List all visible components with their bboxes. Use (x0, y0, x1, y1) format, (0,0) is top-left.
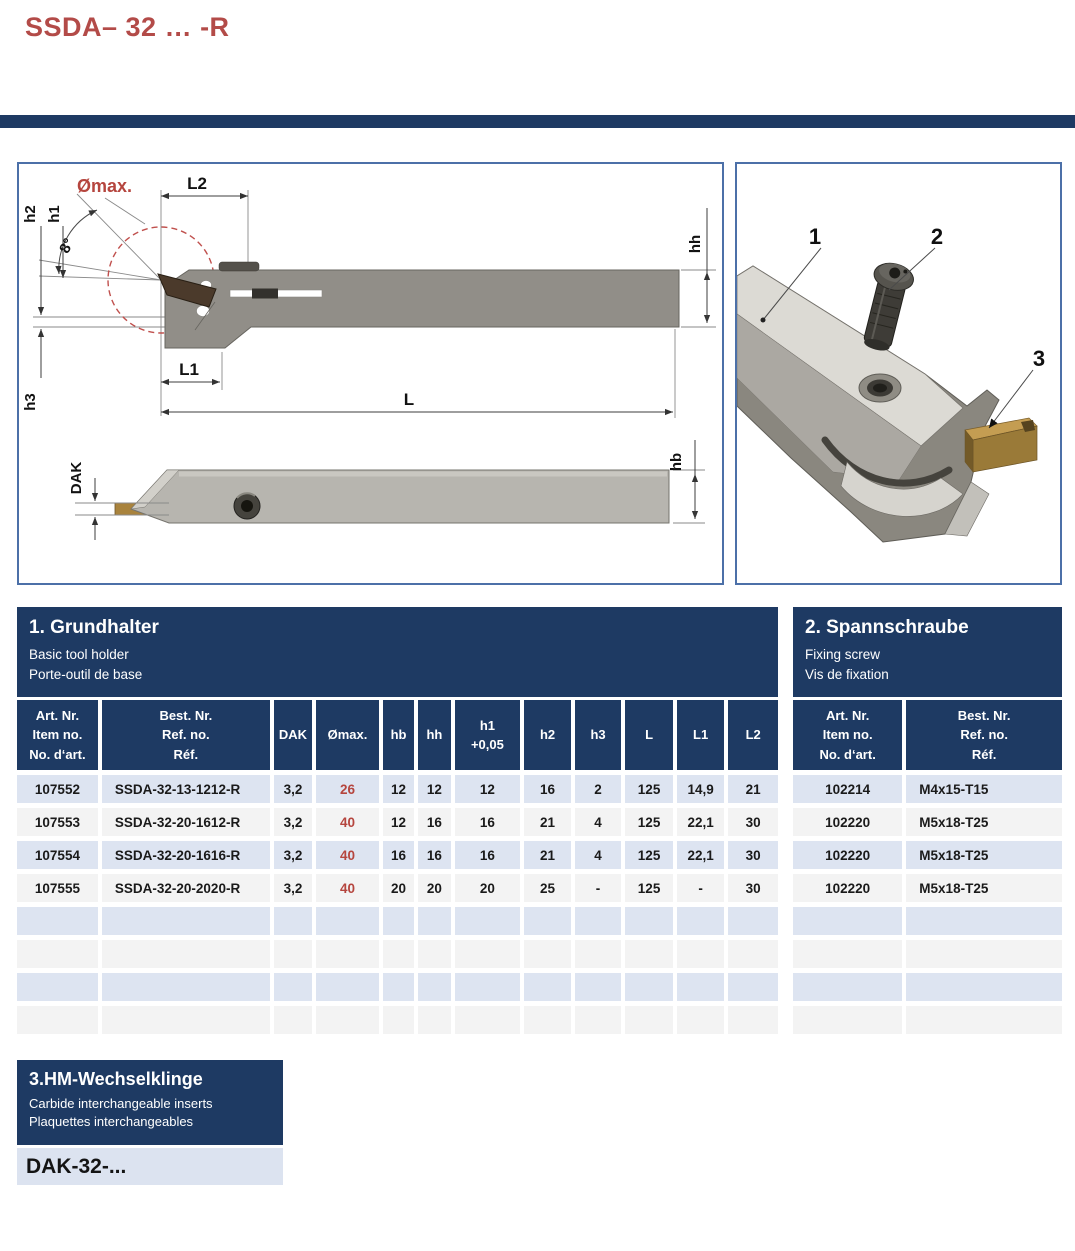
table-cell (793, 973, 902, 1001)
l2-label: L2 (187, 174, 207, 193)
table-cell: Art. Nr. (35, 707, 80, 723)
table-cell: 4 (575, 808, 622, 836)
h2-label: h2 (22, 205, 39, 223)
part-number-1: 1 (808, 224, 822, 249)
grundhalter-subtitle-en: Basic tool holder (29, 646, 129, 662)
col-best-nr (906, 700, 1062, 770)
table-cell (17, 973, 98, 1001)
table-cell: 30 (728, 841, 778, 869)
table-cell: 20 (383, 874, 414, 902)
dimension-drawing-panel (17, 162, 724, 585)
table-cell: Ref. no. (161, 727, 210, 743)
table-cell (524, 1006, 571, 1034)
table-cell: 125 (625, 808, 673, 836)
table-cell (455, 973, 521, 1001)
table-cell: No. d‘art. (29, 746, 86, 762)
spannschraube-subtitle-fr: Vis de fixation (805, 667, 889, 682)
table-cell (728, 1006, 778, 1034)
table-cell (575, 973, 622, 1001)
table-cell: Best. Nr. (957, 707, 1011, 723)
table-cell (524, 973, 571, 1001)
part-number-3: 3 (1032, 346, 1046, 371)
table-row (17, 808, 778, 836)
table-cell: 107553 (17, 808, 98, 836)
section-wechselklinge (17, 1060, 283, 1185)
wechselklinge-subtitle-fr: Plaquettes interchangeables (29, 1114, 194, 1130)
table-cell (677, 940, 725, 968)
table-cell (274, 907, 312, 935)
table-cell: 12 (418, 775, 450, 803)
table-cell (625, 907, 673, 935)
empty-row (17, 1006, 778, 1034)
hh-label: hh (687, 234, 704, 254)
spannschraube-title: 2. Spannschraube (805, 617, 969, 638)
table-cell: 102220 (793, 874, 902, 902)
table-cell (418, 1006, 450, 1034)
leader-dot (761, 318, 766, 323)
hb-label: hb (668, 452, 685, 472)
table-cell (102, 973, 270, 1001)
table-cell: 107555 (17, 874, 98, 902)
col-art-nr (17, 700, 98, 770)
table-row (793, 874, 1062, 902)
part-number-2: 2 (930, 224, 944, 249)
holder-body-3d (737, 266, 999, 542)
table-cell: 25 (524, 874, 571, 902)
col-art-nr (793, 700, 902, 770)
table-cell: Ref. no. (960, 727, 1008, 743)
table-cell (274, 1006, 312, 1034)
table-cell (455, 907, 521, 935)
table-cell: - (575, 874, 622, 902)
table-cell: 16 (455, 841, 521, 869)
l1-label: L1 (179, 360, 199, 379)
table-cell (793, 1006, 902, 1034)
grundhalter-header (17, 607, 778, 697)
table-cell: 30 (728, 808, 778, 836)
grundhalter-subtitle-fr: Porte-outil de base (29, 667, 143, 682)
table-cell (728, 907, 778, 935)
table-cell: 125 (625, 775, 673, 803)
table-row (793, 775, 1062, 803)
table-cell (274, 973, 312, 1001)
table-cell (906, 940, 1062, 968)
table-cell: 3,2 (274, 841, 312, 869)
table-cell (383, 940, 414, 968)
table-cell (677, 973, 725, 1001)
table-cell (906, 907, 1062, 935)
table-cell: SSDA-32-20-2020-R (102, 874, 270, 902)
table-cell (316, 907, 379, 935)
h1-label: h1 (46, 205, 63, 223)
table-cell: 30 (728, 874, 778, 902)
table-cell (625, 940, 673, 968)
table-row (17, 874, 778, 902)
table-cell (455, 940, 521, 968)
table-cell: Réf. (971, 746, 997, 762)
table-cell (625, 973, 673, 1001)
table-cell (575, 940, 622, 968)
table-cell: 16 (524, 775, 571, 803)
table-cell: 12 (383, 775, 414, 803)
wechselklinge-subtitle-en: Carbide interchangeable inserts (29, 1095, 213, 1111)
table-cell: 3,2 (274, 874, 312, 902)
table-cell (102, 1006, 270, 1034)
table-cell: Item no. (32, 727, 83, 743)
table-cell: 16 (383, 841, 414, 869)
table-cell: SSDA-32-20-1612-R (102, 808, 270, 836)
table-cell: 16 (418, 841, 450, 869)
table-cell (418, 907, 450, 935)
table-cell: 22,1 (677, 808, 725, 836)
table-cell: Best. Nr. (159, 707, 213, 723)
table-cell: M4x15-T15 (906, 775, 1062, 803)
empty-row (17, 940, 778, 968)
table-cell: SSDA-32-20-1616-R (102, 841, 270, 869)
table-cell (383, 1006, 414, 1034)
table-cell: 21 (524, 808, 571, 836)
grundhalter-title: 1. Grundhalter (29, 617, 159, 638)
table-cell: No. d‘art. (819, 746, 876, 762)
table-cell: +0,05 (470, 737, 504, 752)
table-cell (677, 907, 725, 935)
table-cell (906, 973, 1062, 1001)
top-view-body (115, 470, 669, 523)
table-cell: 125 (625, 874, 673, 902)
table-cell (383, 907, 414, 935)
col-h1 (455, 700, 521, 770)
table-cell (418, 973, 450, 1001)
table-cell: 102214 (793, 775, 902, 803)
table-cell: 2 (575, 775, 622, 803)
table-cell: Item no. (822, 727, 873, 743)
table-cell: SSDA-32-13-1212-R (102, 775, 270, 803)
table-cell (316, 1006, 379, 1034)
insert-designation: DAK-32-... (17, 1148, 283, 1185)
table-cell (17, 907, 98, 935)
exploded-view-drawing (737, 164, 1060, 583)
table-cell: 125 (625, 841, 673, 869)
col-l: L (625, 700, 673, 770)
table-header-row (793, 700, 1062, 770)
col-best-nr (102, 700, 270, 770)
angle-label: 8° (56, 235, 78, 257)
table-cell: 12 (383, 808, 414, 836)
table-cell (316, 940, 379, 968)
table-cell (316, 973, 379, 1001)
table-cell (677, 1006, 725, 1034)
empty-row (17, 907, 778, 935)
table-cell: Art. Nr. (825, 707, 870, 723)
col-hh: hh (418, 700, 450, 770)
col-l2: L2 (728, 700, 778, 770)
side-view-body (158, 262, 679, 348)
table-cell (102, 940, 270, 968)
col-omax: Ømax. (316, 700, 379, 770)
table-cell: M5x18-T25 (906, 808, 1062, 836)
col-dak: DAK (274, 700, 312, 770)
table-cell: 12 (455, 775, 521, 803)
table-cell: 107554 (17, 841, 98, 869)
table-cell (383, 973, 414, 1001)
table-cell: 3,2 (274, 775, 312, 803)
table-cell (793, 940, 902, 968)
table-cell: 20 (455, 874, 521, 902)
table-cell: 40 (316, 874, 379, 902)
table-cell (728, 973, 778, 1001)
table-cell: 16 (418, 808, 450, 836)
table-cell: M5x18-T25 (906, 841, 1062, 869)
table-row (793, 808, 1062, 836)
table-cell: 22,1 (677, 841, 725, 869)
empty-row (793, 973, 1062, 1001)
table-cell: h1 (479, 717, 495, 733)
table-cell (17, 1006, 98, 1034)
table-cell: 40 (316, 808, 379, 836)
section-grundhalter (17, 607, 778, 1039)
col-h3: h3 (575, 700, 622, 770)
table-cell: 102220 (793, 808, 902, 836)
table-cell: 40 (316, 841, 379, 869)
table-cell (418, 940, 450, 968)
page-title: SSDA– 32 … -R (25, 12, 230, 42)
table-row (17, 841, 778, 869)
table-cell: 26 (316, 775, 379, 803)
table-cell: 4 (575, 841, 622, 869)
table-cell: 14,9 (677, 775, 725, 803)
table-cell (102, 907, 270, 935)
table-cell: 20 (418, 874, 450, 902)
col-l1: L1 (677, 700, 725, 770)
table-cell: 21 (524, 841, 571, 869)
empty-row (793, 907, 1062, 935)
table-header-row (17, 700, 778, 770)
omax-label: Ømax. (77, 176, 133, 196)
tool-holder-dimension-drawing (19, 164, 722, 583)
l-label: L (403, 390, 415, 409)
table-cell (575, 907, 622, 935)
table-row (17, 775, 778, 803)
h3-label: h3 (22, 393, 39, 411)
table-cell: Réf. (173, 746, 199, 762)
table-cell: 3,2 (274, 808, 312, 836)
exploded-view-panel (735, 162, 1062, 585)
wechselklinge-header (17, 1060, 283, 1145)
table-cell: 21 (728, 775, 778, 803)
dak-label: DAK (68, 461, 85, 495)
table-cell (274, 940, 312, 968)
table-cell: - (677, 874, 725, 902)
empty-row (793, 1006, 1062, 1034)
spannschraube-header (793, 607, 1062, 697)
table-cell (906, 1006, 1062, 1034)
wechselklinge-title: 3.HM-Wechselklinge (29, 1069, 203, 1089)
table-row (793, 841, 1062, 869)
empty-row (793, 940, 1062, 968)
table-cell: 107552 (17, 775, 98, 803)
grundhalter-table (13, 695, 782, 1039)
spannschraube-subtitle-en: Fixing screw (805, 646, 881, 662)
table-cell (728, 940, 778, 968)
table-cell (17, 940, 98, 968)
col-hb: hb (383, 700, 414, 770)
col-h2: h2 (524, 700, 571, 770)
table-cell: 16 (455, 808, 521, 836)
table-cell (793, 907, 902, 935)
table-cell (575, 1006, 622, 1034)
table-cell (524, 907, 571, 935)
table-cell (524, 940, 571, 968)
spannschraube-table (789, 695, 1066, 1039)
divider-bar (0, 115, 1075, 128)
table-cell: 102220 (793, 841, 902, 869)
table-cell: M5x18-T25 (906, 874, 1062, 902)
empty-row (17, 973, 778, 1001)
table-cell (625, 1006, 673, 1034)
table-cell (455, 1006, 521, 1034)
section-spannschraube (793, 607, 1062, 1039)
